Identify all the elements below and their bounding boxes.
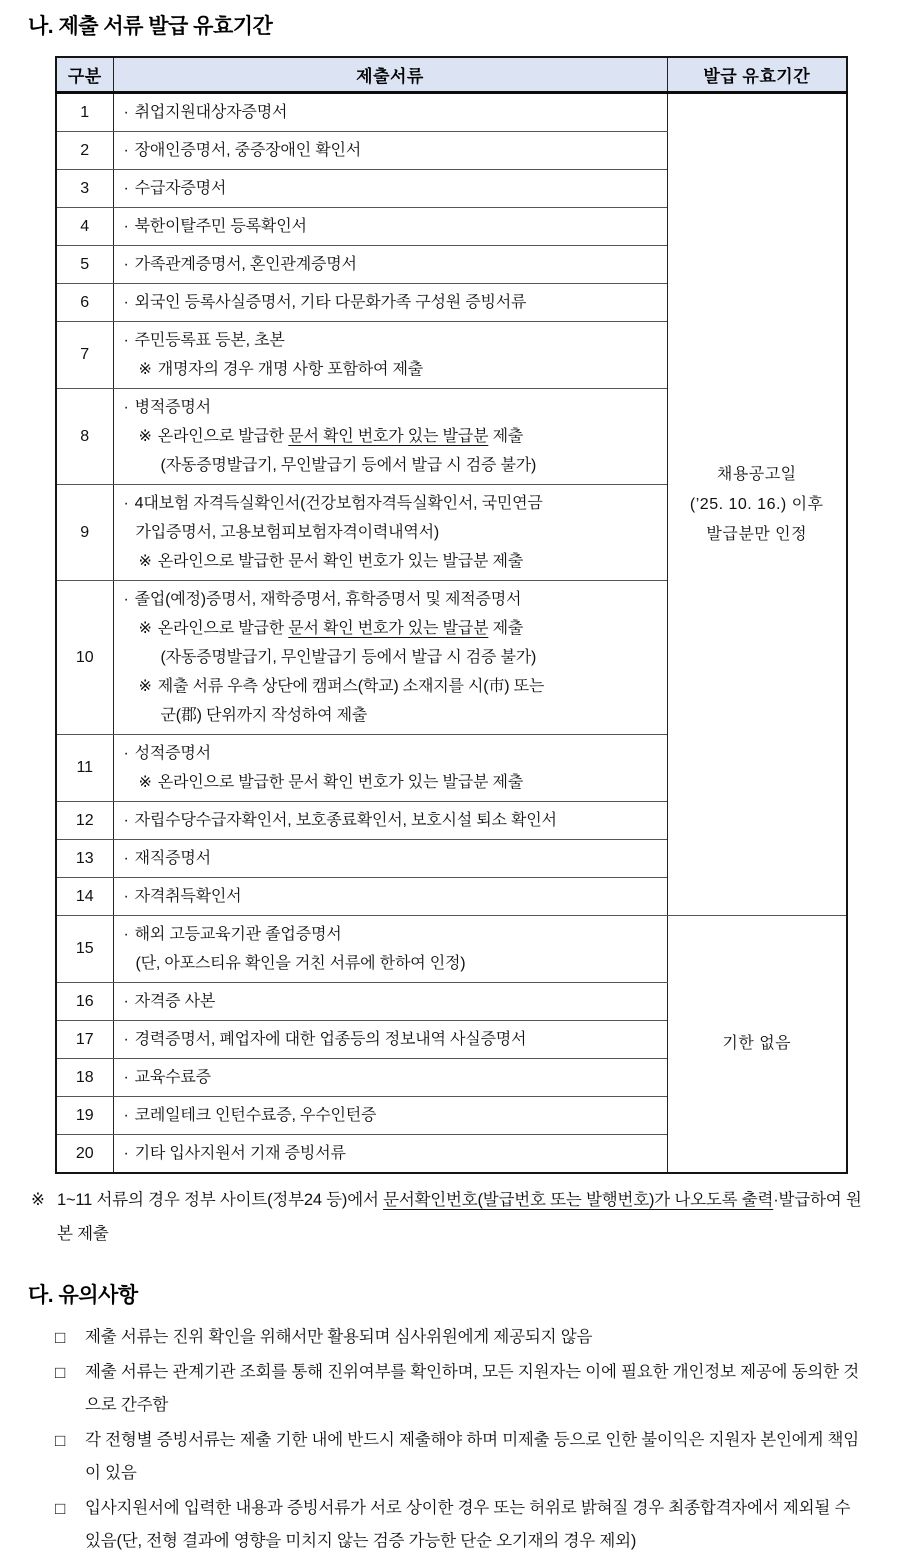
document-cell <box>113 284 667 322</box>
document-cell <box>113 322 667 389</box>
validity-line: (’25. 10. 16.) 이후 <box>689 495 824 513</box>
document-cell <box>113 485 667 581</box>
validity-line: 발급분만 인정 <box>706 525 808 543</box>
document-line: 가입증명서, 고용보험피보험자격이력내역서) <box>135 524 439 541</box>
document-cell <box>113 208 667 246</box>
note-item <box>55 1424 874 1490</box>
bullet-mark: · <box>123 180 129 197</box>
checkbox-mark: □ <box>55 1363 66 1382</box>
table-row <box>56 916 847 983</box>
bullet-mark: · <box>123 993 129 1010</box>
bullet-mark: · <box>123 1145 129 1162</box>
validity-line: 기한 없음 <box>722 1035 792 1052</box>
validity-line: 채용공고일 <box>716 465 797 483</box>
note-item <box>55 1321 874 1354</box>
bullet-mark: · <box>123 1107 129 1124</box>
row-number: 12 <box>56 802 113 840</box>
validity-cell <box>667 93 847 916</box>
row-number: 8 <box>56 389 113 485</box>
footnote-text: 1~11 서류의 경우 정부 사이트(정부24 등)에서 문서확인번호(발급번호 또는 발행번호)가 나오도록 출력·발급하여 원본 제출 <box>57 1191 862 1243</box>
row-number: 15 <box>56 916 113 983</box>
row-number: 11 <box>56 735 113 802</box>
document-cell <box>113 735 667 802</box>
bullet-mark: · <box>123 399 129 416</box>
reference-mark: ※ <box>138 428 152 445</box>
bullet-mark: · <box>123 332 129 349</box>
notes-list <box>55 1321 874 1558</box>
row-number: 4 <box>56 208 113 246</box>
document-cell <box>113 170 667 208</box>
table-header-row <box>56 57 847 93</box>
document-line: ※ 개명자의 경우 개명 사항 포함하여 제출 <box>138 361 424 378</box>
note-text: 제출 서류는 관계기관 조회를 통해 진위여부를 확인하며, 모든 지원자는 이에 필요한 개인정보 제공에 동의한 것으로 간주함 <box>85 1363 860 1414</box>
document-cell <box>113 1021 667 1059</box>
note-text: 제출 서류는 진위 확인을 위해서만 활용되며 심사위원에게 제공되지 않음 <box>85 1328 593 1346</box>
document-line: · 성적증명서 <box>123 745 211 762</box>
row-number: 16 <box>56 983 113 1021</box>
row-number: 1 <box>56 93 113 132</box>
document-cell <box>113 983 667 1021</box>
document-line: · 자격증 사본 <box>123 993 216 1010</box>
document-line: ※ 온라인으로 발급한 문서 확인 번호가 있는 발급분 제출 <box>138 620 524 637</box>
row-number: 7 <box>56 322 113 389</box>
row-number: 2 <box>56 132 113 170</box>
document-line: · 코레일테크 인턴수료증, 우수인턴증 <box>123 1107 377 1124</box>
row-number: 10 <box>56 581 113 735</box>
bullet-mark: · <box>123 104 129 121</box>
bullet-mark: · <box>123 495 129 512</box>
row-number: 14 <box>56 878 113 916</box>
document-line: · 주민등록표 등본, 초본 <box>123 332 285 349</box>
row-number: 17 <box>56 1021 113 1059</box>
document-line: (자동증명발급기, 무인발급기 등에서 발급 시 검증 불가) <box>160 457 537 474</box>
document-line: · 외국인 등록사실증명서, 기타 다문화가족 구성원 증빙서류 <box>123 294 527 311</box>
table-header-category: 구분 <box>56 57 113 93</box>
document-line: ※ 제출 서류 우측 상단에 캠퍼스(학교) 소재지를 시(市) 또는 <box>138 678 545 695</box>
document-line: · 기타 입사지원서 기재 증빙서류 <box>123 1145 346 1162</box>
document-cell <box>113 1135 667 1174</box>
row-number: 3 <box>56 170 113 208</box>
bullet-mark: · <box>123 888 129 905</box>
bullet-mark: · <box>123 812 129 829</box>
document-line: · 북한이탈주민 등록확인서 <box>123 218 307 235</box>
bullet-mark: · <box>123 745 129 762</box>
document-line: ※ 온라인으로 발급한 문서 확인 번호가 있는 발급분 제출 <box>138 774 524 791</box>
row-number: 9 <box>56 485 113 581</box>
document-line: · 자립수당수급자확인서, 보호종료확인서, 보호시설 퇴소 확인서 <box>123 812 557 829</box>
document-line: · 수급자증명서 <box>123 180 227 197</box>
document-line: ※ 온라인으로 발급한 문서 확인 번호가 있는 발급분 제출 <box>138 553 524 570</box>
document-line: · 자격취득확인서 <box>123 888 242 905</box>
row-number: 5 <box>56 246 113 284</box>
reference-mark: ※ <box>138 774 152 791</box>
document-cell <box>113 93 667 132</box>
bullet-mark: · <box>123 926 129 943</box>
document-cell <box>113 132 667 170</box>
checkbox-mark: □ <box>55 1499 66 1518</box>
bullet-mark: · <box>123 256 129 273</box>
row-number: 6 <box>56 284 113 322</box>
document-line: · 졸업(예정)증명서, 재학증명서, 휴학증명서 및 제적증명서 <box>123 591 522 608</box>
table-header-validity: 발급 유효기간 <box>667 57 847 93</box>
document-cell <box>113 916 667 983</box>
document-cell <box>113 1097 667 1135</box>
document-line: (자동증명발급기, 무인발급기 등에서 발급 시 검증 불가) <box>160 649 537 666</box>
document-cell <box>113 802 667 840</box>
table-footnote <box>31 1183 874 1251</box>
reference-mark: ※ <box>138 678 152 695</box>
document-cell <box>113 389 667 485</box>
bullet-mark: · <box>123 142 129 159</box>
document-line: · 경력증명서, 폐업자에 대한 업종등의 정보내역 사실증명서 <box>123 1031 527 1048</box>
note-text: 입사지원서에 입력한 내용과 증빙서류가 서로 상이한 경우 또는 허위로 밝혀질 경우 최종합격자에서 제외될 수 있음(단, 전형 결과에 영향을 미치지 않는 검증 가능한 단순 오기재의 경우 제외) <box>85 1499 851 1550</box>
checkbox-mark: □ <box>55 1431 66 1450</box>
note-text: 각 전형별 증빙서류는 제출 기한 내에 반드시 제출해야 하며 미제출 등으로 인한 불이익은 지원자 본인에게 책임이 있음 <box>85 1431 860 1482</box>
document-cell <box>113 581 667 735</box>
bullet-mark: · <box>123 850 129 867</box>
section-c-title: 다. 유의사항 <box>28 1284 138 1307</box>
reference-mark: ※ <box>138 620 152 637</box>
document-line: · 장애인증명서, 중증장애인 확인서 <box>123 142 361 159</box>
document-line: (단, 아포스티유 확인을 거친 서류에 한하여 인정) <box>135 955 466 972</box>
document-line: · 가족관계증명서, 혼인관계증명서 <box>123 256 357 273</box>
document-line: · 병적증명서 <box>123 399 211 416</box>
document-line: · 취업지원대상자증명서 <box>123 104 288 121</box>
document-line: ※ 온라인으로 발급한 문서 확인 번호가 있는 발급분 제출 <box>138 428 524 445</box>
document-line: · 해외 고등교육기관 졸업증명서 <box>123 926 342 943</box>
bullet-mark: · <box>123 294 129 311</box>
row-number: 18 <box>56 1059 113 1097</box>
document-cell <box>113 1059 667 1097</box>
bullet-mark: · <box>123 1069 129 1086</box>
documents-tbody <box>56 93 847 1174</box>
reference-mark: ※ <box>138 361 152 378</box>
table-row <box>56 93 847 132</box>
document-line: · 교육수료증 <box>123 1069 211 1086</box>
section-b-title: 나. 제출 서류 발급 유효기간 <box>28 15 273 38</box>
row-number: 13 <box>56 840 113 878</box>
document-cell <box>113 246 667 284</box>
validity-cell <box>667 916 847 1174</box>
document-line: 군(郡) 단위까지 작성하여 제출 <box>160 707 368 724</box>
bullet-mark: · <box>123 218 129 235</box>
note-item <box>55 1356 874 1422</box>
row-number: 19 <box>56 1097 113 1135</box>
document-line: · 4대보험 자격득실확인서(건강보험자격득실확인서, 국민연금 <box>123 495 543 512</box>
row-number: 20 <box>56 1135 113 1174</box>
note-item <box>55 1492 874 1558</box>
bullet-mark: · <box>123 591 129 608</box>
documents-table <box>55 56 848 1174</box>
bullet-mark: · <box>123 1031 129 1048</box>
document-cell <box>113 840 667 878</box>
document-line: · 재직증명서 <box>123 850 211 867</box>
table-header-documents: 제출서류 <box>113 57 667 93</box>
document-cell <box>113 878 667 916</box>
reference-mark: ※ <box>138 553 152 570</box>
checkbox-mark: □ <box>55 1328 66 1347</box>
reference-mark: ※ <box>31 1191 45 1209</box>
